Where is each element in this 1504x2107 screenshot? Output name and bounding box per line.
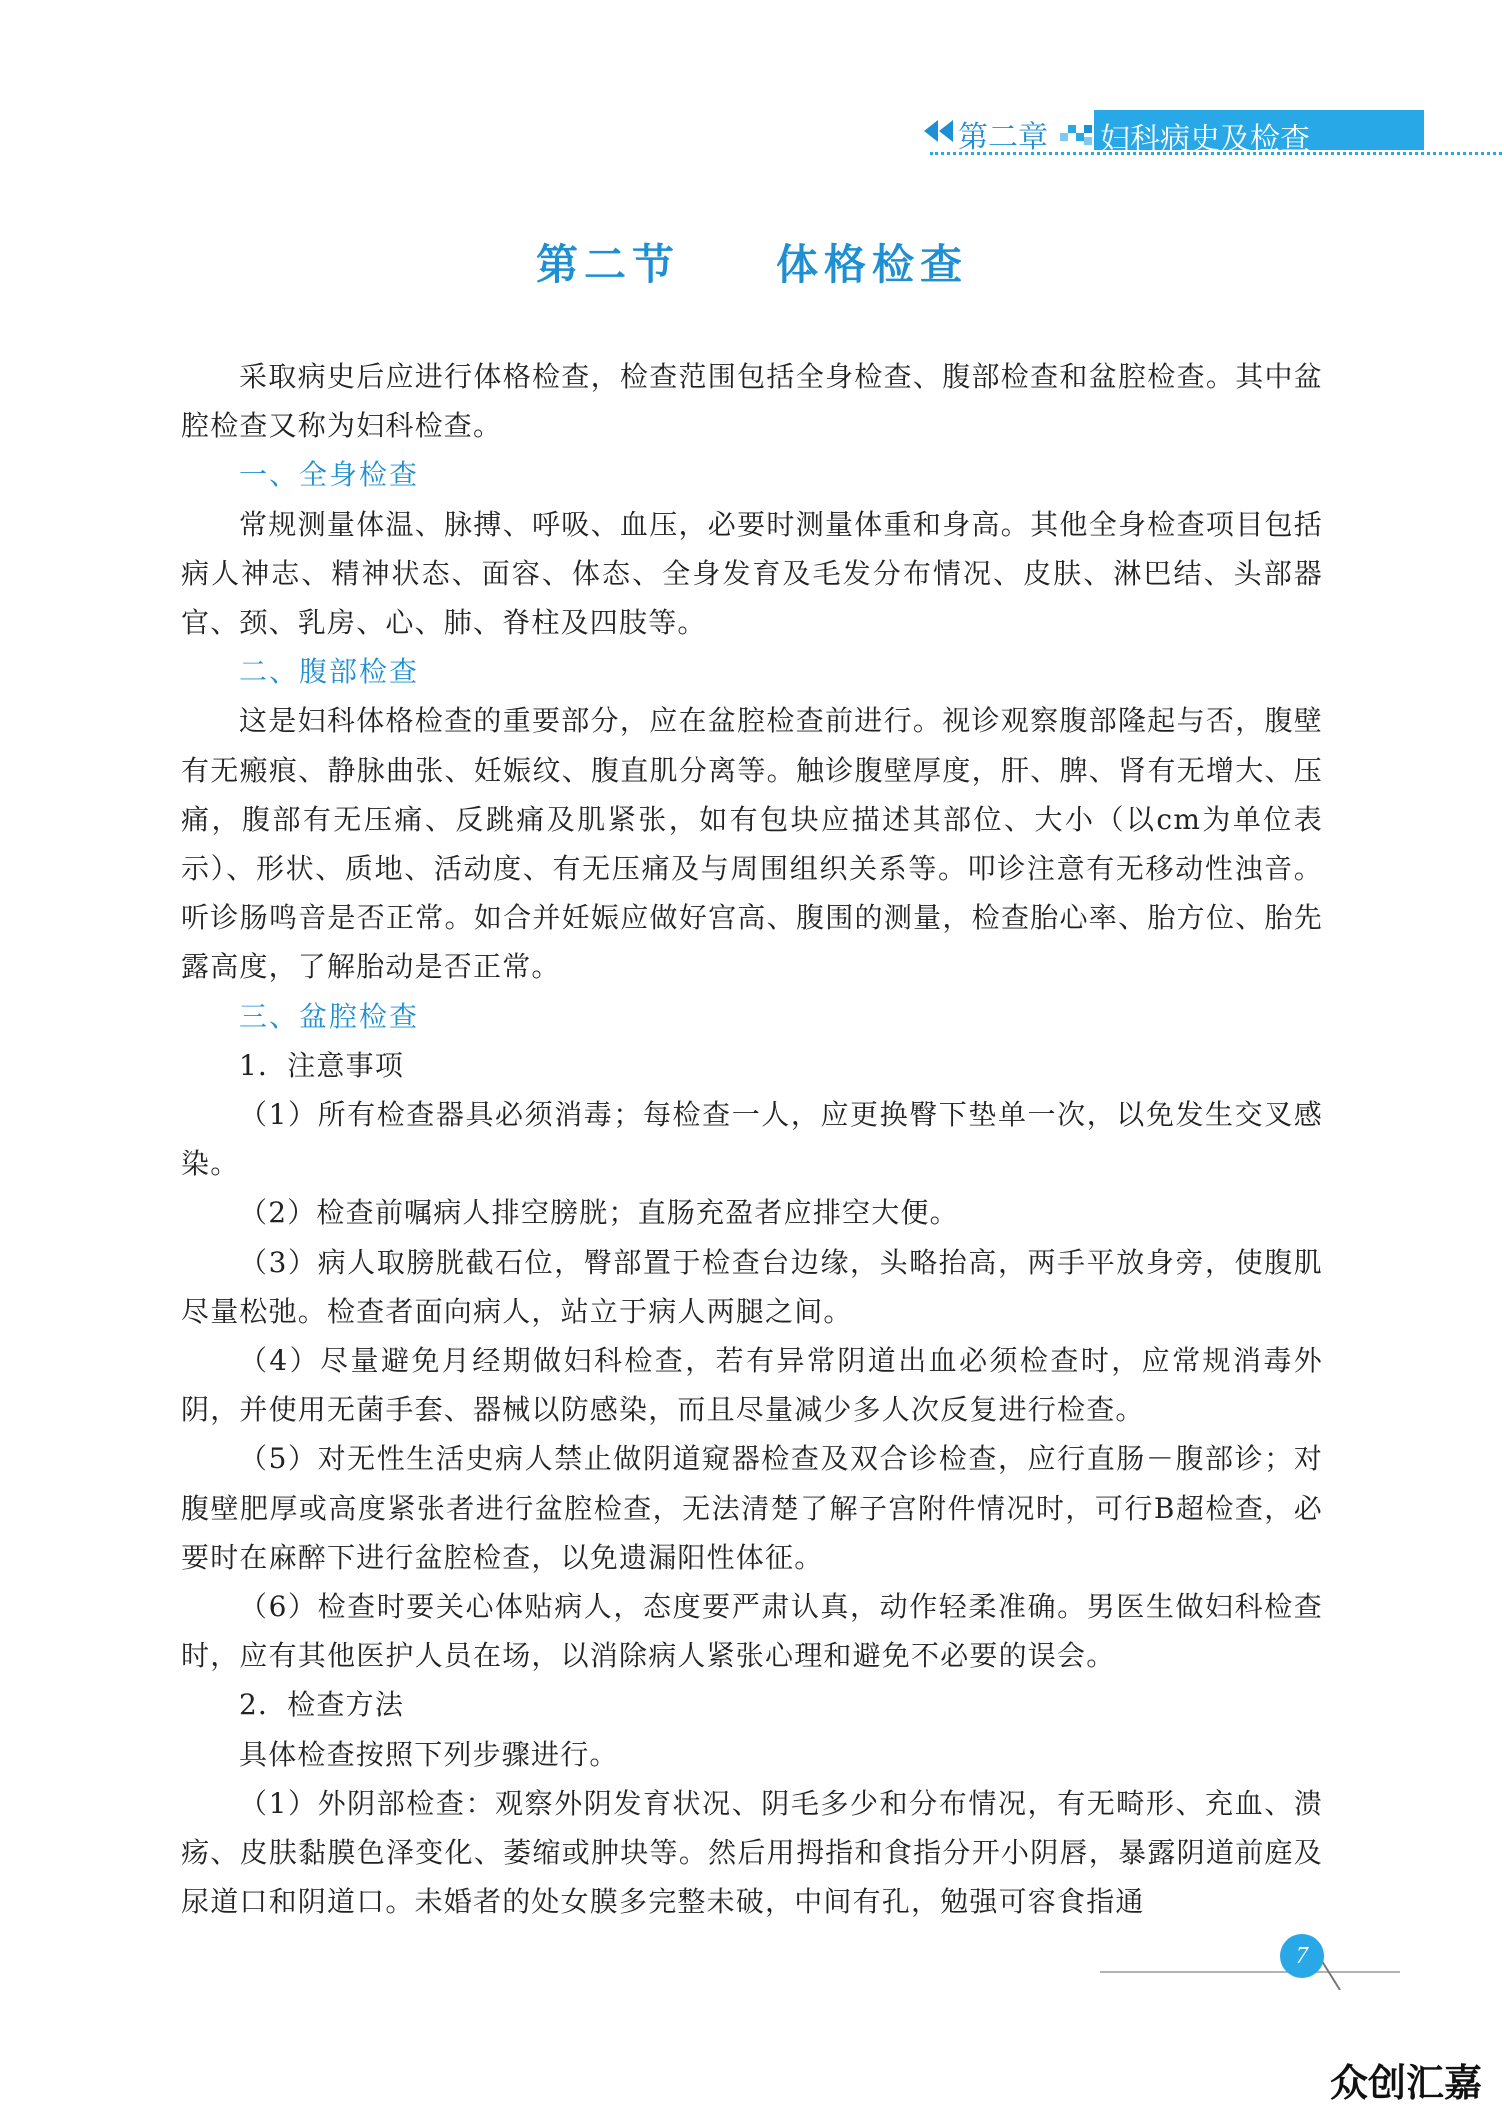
chapter-title: 妇科病史及检查 [1100, 122, 1310, 157]
paragraph: 1．注意事项 [239, 1048, 405, 1082]
section-heading: 三、盆腔检查 [239, 999, 420, 1033]
body-text [181, 352, 1323, 1927]
watermark: 众创汇嘉 [1330, 2061, 1483, 2105]
page-number: 7 [1280, 1934, 1324, 1978]
section-title: 第二节 体格检查 [535, 240, 968, 289]
paragraph: 采取病史后应进行体格检查，检查范围包括全身检查、腹部检查和盆腔检查。其中盆腔检查又称为妇科检查。 [181, 360, 1323, 443]
paragraph: （1）外阴部检查：观察外阴发育状况、阴毛多少和分布情况，有无畸形、充血、溃疡、皮肤黏膜色泽变化、萎缩或肿块等。然后用拇指和食指分开小阴唇，暴露阴道前庭及尿道口和阴道口。未婚者的处女膜多完整未破，中间有孔，勉强可容食指通 [181, 1786, 1323, 1919]
footer-decoration [1100, 1950, 1400, 1990]
chapter-label: 第二章 [958, 120, 1048, 155]
header-dotted-rule [930, 152, 1502, 155]
paragraph: （6）检查时要关心体贴病人，态度要严肃认真，动作轻柔准确。男医生做妇科检查时，应有其他医护人员在场，以消除病人紧张心理和避免不必要的误会。 [181, 1590, 1323, 1673]
paragraph: （4）尽量避免月经期做妇科检查，若有异常阴道出血必须检查时，应常规消毒外阴，并使用无菌手套、器械以防感染，而且尽量减少多人次反复进行检查。 [181, 1344, 1323, 1427]
paragraph: 具体检查按照下列步骤进行。 [239, 1737, 619, 1771]
paragraph: 这是妇科体格检查的重要部分，应在盆腔检查前进行。视诊观察腹部隆起与否，腹壁有无瘢痕、静脉曲张、妊娠纹、腹直肌分离等。触诊腹壁厚度，肝、脾、肾有无增大、压痛，腹部有无压痛、反跳痛及肌紧张，如有包块应描述其部位、大小（以cm为单位表示）、形状、质地、活动度、有无压痛及与周围组织关系等。叩诊注意有无移动性浊音。听诊肠鸣音是否正常。如合并妊娠应做好宫高、腹围的测量，检查胎心率、胎方位、胎先露高度，了解胎动是否正常。 [181, 704, 1323, 984]
chapter-title-bar [1094, 110, 1424, 157]
paragraph: （2）检查前嘱病人排空膀胱；直肠充盈者应排空大便。 [239, 1196, 959, 1230]
checker-icon [1060, 120, 1094, 146]
paragraph: 常规测量体温、脉搏、呼吸、血压，必要时测量体重和身高。其他全身检查项目包括病人神志、精神状态、面容、体态、全身发育及毛发分布情况、皮肤、淋巴结、头部器官、颈、乳房、心、肺、脊柱及四肢等。 [181, 507, 1323, 640]
section-heading: 一、全身检查 [239, 458, 420, 492]
paragraph: （5）对无性生活史病人禁止做阴道窥器检查及双合诊检查，应行直肠－腹部诊；对腹壁肥厚或高度紧张者进行盆腔检查，无法清楚了解子宫附件情况时，可行B超检查，必要时在麻醉下进行盆腔检查，以免遗漏阳性体征。 [181, 1442, 1323, 1574]
paragraph: （3）病人取膀胱截石位，臀部置于检查台边缘，头略抬高，两手平放身旁，使腹肌尽量松弛。检查者面向病人，站立于病人两腿之间。 [181, 1245, 1323, 1328]
section-heading: 二、腹部检查 [239, 655, 420, 689]
running-header [924, 108, 1504, 157]
paragraph: （1）所有检查器具必须消毒；每检查一人，应更换臀下垫单一次，以免发生交叉感染。 [181, 1098, 1323, 1181]
paragraph: 2．检查方法 [239, 1688, 405, 1722]
double-arrow-left-icon [924, 120, 954, 142]
